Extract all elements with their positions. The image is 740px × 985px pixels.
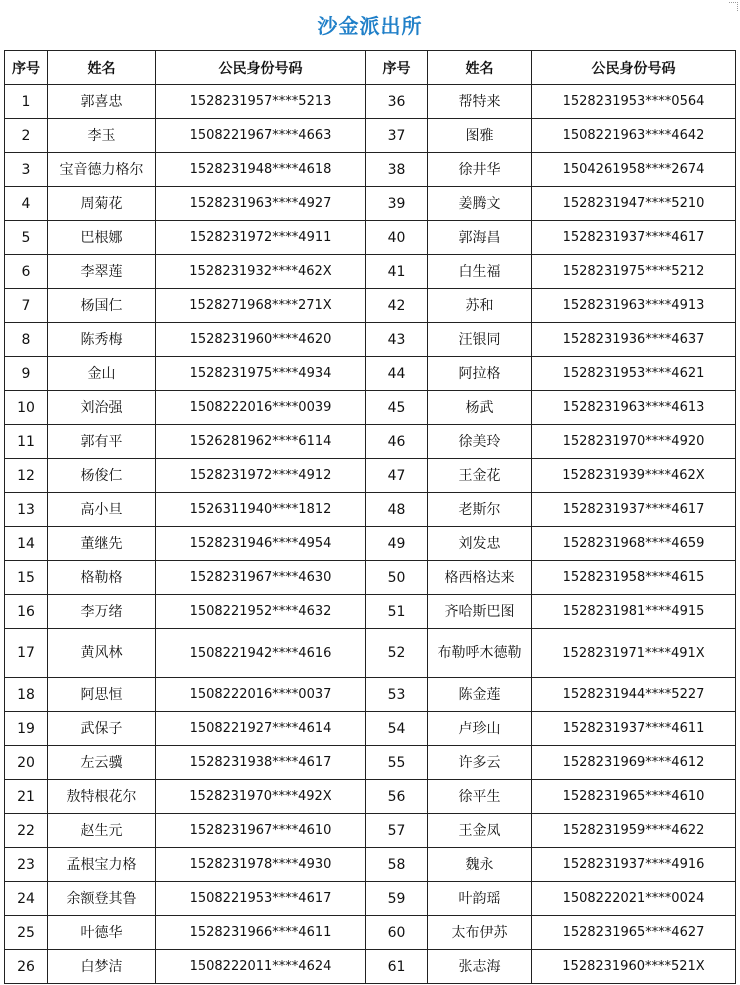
cell-seq-right: 59 (366, 882, 428, 916)
cell-id-left: 1508221927****4614 (156, 712, 366, 746)
cell-seq-right: 37 (366, 119, 428, 153)
cell-id-left: 1528231932****462X (156, 255, 366, 289)
cell-seq-right: 50 (366, 561, 428, 595)
cell-name-right: 许多云 (428, 746, 532, 780)
cell-name-left: 金山 (48, 357, 156, 391)
cell-id-right: 1528231963****4613 (532, 391, 736, 425)
cell-name-right: 徐井华 (428, 153, 532, 187)
cell-seq-right: 61 (366, 950, 428, 984)
table-row (5, 780, 736, 814)
table-header-row (5, 51, 736, 85)
cell-seq-left: 17 (5, 629, 48, 678)
cell-name-left: 黄风林 (48, 629, 156, 678)
cell-seq-right: 58 (366, 848, 428, 882)
cell-id-left: 1528231948****4618 (156, 153, 366, 187)
cell-seq-left: 13 (5, 493, 48, 527)
table-row (5, 323, 736, 357)
cell-name-left: 李万绪 (48, 595, 156, 629)
table-row (5, 119, 736, 153)
cell-name-right: 图雅 (428, 119, 532, 153)
cell-id-right: 1528231939****462X (532, 459, 736, 493)
cell-seq-left: 22 (5, 814, 48, 848)
cell-seq-left: 15 (5, 561, 48, 595)
cell-seq-right: 53 (366, 678, 428, 712)
cell-name-left: 郭喜忠 (48, 85, 156, 119)
table-row (5, 187, 736, 221)
header-name-left: 姓名 (48, 51, 156, 85)
table-row (5, 882, 736, 916)
table-row (5, 629, 736, 678)
cell-id-right: 1528231969****4612 (532, 746, 736, 780)
cell-seq-right: 41 (366, 255, 428, 289)
cell-name-left: 敖特根花尔 (48, 780, 156, 814)
cell-name-right: 郭海昌 (428, 221, 532, 255)
cell-id-left: 1528231972****4911 (156, 221, 366, 255)
header-id-right: 公民身份号码 (532, 51, 736, 85)
cell-name-right: 阿拉格 (428, 357, 532, 391)
table-row (5, 527, 736, 561)
title-bar (0, 0, 740, 48)
cell-name-left: 巴根娜 (48, 221, 156, 255)
cell-id-left: 1528231970****492X (156, 780, 366, 814)
cell-id-left: 1508221967****4663 (156, 119, 366, 153)
roster-body (5, 85, 736, 984)
cell-seq-left: 4 (5, 187, 48, 221)
cell-name-right: 帮特来 (428, 85, 532, 119)
cell-name-left: 董继先 (48, 527, 156, 561)
cell-name-right: 布勒呼木德勒 (428, 629, 532, 678)
cell-id-right: 1508221963****4642 (532, 119, 736, 153)
cell-id-right: 1528231947****5210 (532, 187, 736, 221)
cell-seq-right: 44 (366, 357, 428, 391)
cell-seq-right: 54 (366, 712, 428, 746)
cell-name-right: 姜腾文 (428, 187, 532, 221)
cell-name-right: 齐哈斯巴图 (428, 595, 532, 629)
cell-id-left: 1508221953****4617 (156, 882, 366, 916)
cell-seq-right: 39 (366, 187, 428, 221)
table-row (5, 153, 736, 187)
cell-seq-left: 7 (5, 289, 48, 323)
table-row (5, 289, 736, 323)
table-row (5, 595, 736, 629)
cell-id-left: 1508222016****0037 (156, 678, 366, 712)
cell-seq-left: 8 (5, 323, 48, 357)
cell-id-right: 1528231960****521X (532, 950, 736, 984)
cell-name-right: 苏和 (428, 289, 532, 323)
cell-seq-left: 14 (5, 527, 48, 561)
cell-seq-left: 19 (5, 712, 48, 746)
cell-seq-right: 57 (366, 814, 428, 848)
cell-id-right: 1528231970****4920 (532, 425, 736, 459)
cell-name-left: 赵生元 (48, 814, 156, 848)
cell-seq-right: 52 (366, 629, 428, 678)
cell-name-left: 杨国仁 (48, 289, 156, 323)
cell-seq-left: 11 (5, 425, 48, 459)
cell-name-left: 杨俊仁 (48, 459, 156, 493)
cell-name-left: 余额登其鲁 (48, 882, 156, 916)
cell-id-right: 1528231937****4916 (532, 848, 736, 882)
cell-name-left: 孟根宝力格 (48, 848, 156, 882)
cell-seq-left: 20 (5, 746, 48, 780)
cell-seq-left: 1 (5, 85, 48, 119)
cell-id-right: 1504261958****2674 (532, 153, 736, 187)
cell-id-left: 1508222011****4624 (156, 950, 366, 984)
cell-seq-left: 9 (5, 357, 48, 391)
cell-seq-left: 16 (5, 595, 48, 629)
cell-seq-right: 48 (366, 493, 428, 527)
cell-id-right: 1528231958****4615 (532, 561, 736, 595)
cell-id-right: 1528231975****5212 (532, 255, 736, 289)
cell-seq-right: 36 (366, 85, 428, 119)
table-row (5, 459, 736, 493)
cell-id-right: 1528231968****4659 (532, 527, 736, 561)
table-row (5, 916, 736, 950)
cell-name-left: 周菊花 (48, 187, 156, 221)
cell-seq-left: 18 (5, 678, 48, 712)
cell-id-right: 1528231971****491X (532, 629, 736, 678)
cell-name-right: 白生福 (428, 255, 532, 289)
table-row (5, 561, 736, 595)
cell-id-right: 1528231937****4611 (532, 712, 736, 746)
cell-seq-left: 25 (5, 916, 48, 950)
cell-name-right: 卢珍山 (428, 712, 532, 746)
cell-id-right: 1528231936****4637 (532, 323, 736, 357)
cell-name-left: 阿思恒 (48, 678, 156, 712)
cell-id-right: 1528231937****4617 (532, 493, 736, 527)
cell-seq-right: 51 (366, 595, 428, 629)
table-row (5, 493, 736, 527)
corner-marker-icon (729, 2, 738, 11)
cell-seq-left: 3 (5, 153, 48, 187)
table-row (5, 814, 736, 848)
cell-seq-right: 38 (366, 153, 428, 187)
cell-id-left: 1528231938****4617 (156, 746, 366, 780)
cell-name-right: 刘发忠 (428, 527, 532, 561)
roster-table (4, 50, 736, 984)
cell-seq-right: 55 (366, 746, 428, 780)
table-row (5, 357, 736, 391)
cell-id-right: 1528231965****4627 (532, 916, 736, 950)
table-row (5, 221, 736, 255)
cell-id-left: 1528231967****4610 (156, 814, 366, 848)
cell-name-right: 徐美玲 (428, 425, 532, 459)
cell-id-right: 1528231965****4610 (532, 780, 736, 814)
cell-name-left: 白梦洁 (48, 950, 156, 984)
cell-seq-right: 46 (366, 425, 428, 459)
cell-id-left: 1508221942****4616 (156, 629, 366, 678)
table-row (5, 255, 736, 289)
cell-name-right: 杨武 (428, 391, 532, 425)
cell-name-left: 陈秀梅 (48, 323, 156, 357)
cell-id-left: 1508221952****4632 (156, 595, 366, 629)
cell-seq-left: 2 (5, 119, 48, 153)
cell-name-left: 高小旦 (48, 493, 156, 527)
cell-name-left: 格勒格 (48, 561, 156, 595)
cell-id-left: 1528231946****4954 (156, 527, 366, 561)
cell-name-right: 老斯尔 (428, 493, 532, 527)
cell-id-left: 1528231963****4927 (156, 187, 366, 221)
cell-seq-right: 49 (366, 527, 428, 561)
header-seq-left: 序号 (5, 51, 48, 85)
cell-name-right: 叶韵瑶 (428, 882, 532, 916)
cell-id-left: 1528231967****4630 (156, 561, 366, 595)
cell-id-right: 1528231944****5227 (532, 678, 736, 712)
cell-id-right: 1528231953****4621 (532, 357, 736, 391)
cell-id-left: 1528231975****4934 (156, 357, 366, 391)
cell-seq-right: 45 (366, 391, 428, 425)
table-row (5, 85, 736, 119)
header-seq-right: 序号 (366, 51, 428, 85)
cell-seq-right: 47 (366, 459, 428, 493)
table-row (5, 746, 736, 780)
cell-name-left: 宝音德力格尔 (48, 153, 156, 187)
cell-name-left: 武保子 (48, 712, 156, 746)
cell-seq-left: 5 (5, 221, 48, 255)
header-name-right: 姓名 (428, 51, 532, 85)
cell-seq-left: 21 (5, 780, 48, 814)
cell-id-right: 1528231981****4915 (532, 595, 736, 629)
cell-name-left: 郭有平 (48, 425, 156, 459)
cell-id-left: 1528231978****4930 (156, 848, 366, 882)
cell-id-left: 1528231966****4611 (156, 916, 366, 950)
cell-id-left: 1526311940****1812 (156, 493, 366, 527)
cell-name-right: 汪银同 (428, 323, 532, 357)
cell-name-left: 李玉 (48, 119, 156, 153)
cell-name-right: 陈金莲 (428, 678, 532, 712)
cell-id-left: 1528231957****5213 (156, 85, 366, 119)
cell-id-left: 1526281962****6114 (156, 425, 366, 459)
cell-seq-right: 42 (366, 289, 428, 323)
cell-id-right: 1528231937****4617 (532, 221, 736, 255)
table-row (5, 712, 736, 746)
cell-id-left: 1528231972****4912 (156, 459, 366, 493)
cell-id-left: 1528271968****271X (156, 289, 366, 323)
cell-id-left: 1508222016****0039 (156, 391, 366, 425)
cell-seq-right: 40 (366, 221, 428, 255)
cell-id-right: 1528231953****0564 (532, 85, 736, 119)
table-row (5, 391, 736, 425)
cell-id-right: 1528231963****4913 (532, 289, 736, 323)
header-id-left: 公民身份号码 (156, 51, 366, 85)
cell-name-left: 左云骥 (48, 746, 156, 780)
table-row (5, 950, 736, 984)
cell-name-left: 李翠莲 (48, 255, 156, 289)
cell-name-right: 张志海 (428, 950, 532, 984)
table-row (5, 678, 736, 712)
cell-seq-right: 60 (366, 916, 428, 950)
cell-seq-left: 6 (5, 255, 48, 289)
page-title: 沙金派出所 (317, 14, 423, 38)
cell-id-left: 1528231960****4620 (156, 323, 366, 357)
cell-seq-left: 24 (5, 882, 48, 916)
cell-name-right: 徐平生 (428, 780, 532, 814)
cell-name-right: 王金花 (428, 459, 532, 493)
cell-name-right: 太布伊苏 (428, 916, 532, 950)
cell-id-right: 1508222021****0024 (532, 882, 736, 916)
cell-name-right: 王金凤 (428, 814, 532, 848)
cell-seq-right: 56 (366, 780, 428, 814)
table-row (5, 848, 736, 882)
cell-name-right: 格西格达来 (428, 561, 532, 595)
cell-seq-left: 26 (5, 950, 48, 984)
cell-name-left: 叶德华 (48, 916, 156, 950)
cell-seq-left: 12 (5, 459, 48, 493)
cell-id-right: 1528231959****4622 (532, 814, 736, 848)
table-row (5, 425, 736, 459)
cell-seq-left: 10 (5, 391, 48, 425)
cell-seq-right: 43 (366, 323, 428, 357)
cell-seq-left: 23 (5, 848, 48, 882)
cell-name-left: 刘治强 (48, 391, 156, 425)
cell-name-right: 魏永 (428, 848, 532, 882)
